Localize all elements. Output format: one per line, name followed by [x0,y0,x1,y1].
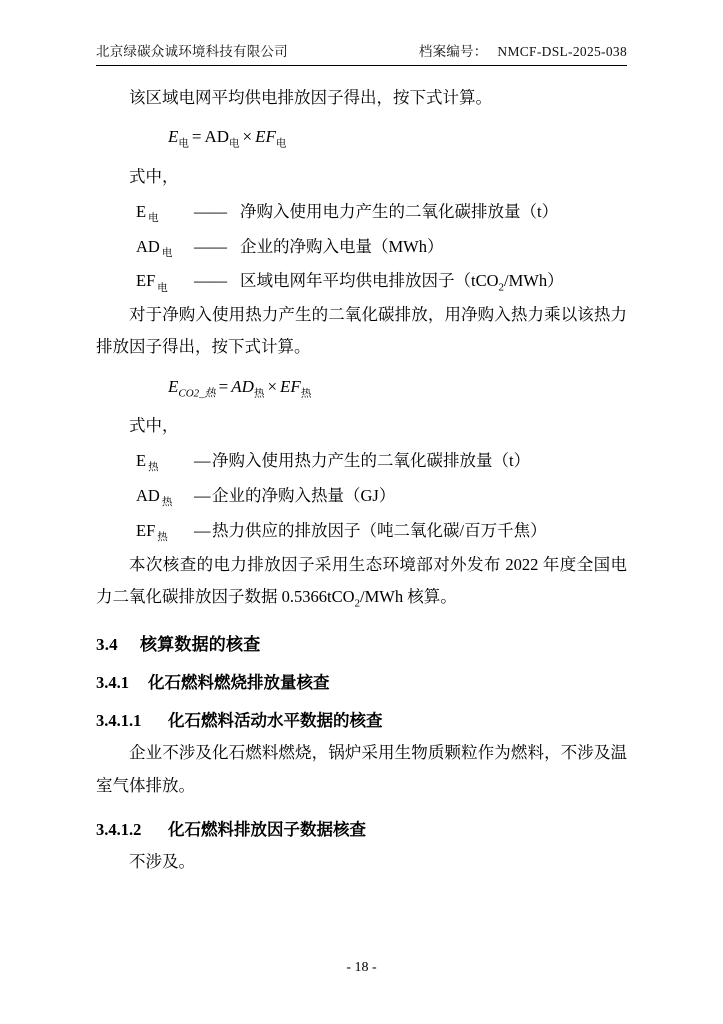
definition-text: 热力供应的排放因子（吨二氧化碳/百万千焦） [212,520,547,540]
definition-symbol: EF $_电$ [136,271,168,294]
definition-dash: —— [194,271,227,291]
formula2-eq: = [218,376,229,396]
definition-dash: — [194,520,211,540]
definition-symbol: AD $_电$ [136,236,173,259]
paragraph-heat-intro: 对于净购入使用热力产生的二氧化碳排放，用净购入热力乘以该热力排放因子得出，按下式计算。 [96,305,627,357]
definition-text: 净购入使用热力产生的二氧化碳排放量（t） [212,451,531,471]
definition-dash: — [194,451,211,471]
formula-electricity [96,120,627,154]
section-heading-3-4 [96,630,627,655]
page-content [96,40,627,880]
definition-symbol: AD $_热$ [136,485,173,509]
paragraph-3-4-1-2-body: 不涉及。 [129,851,195,871]
page-footer [0,960,723,976]
formula2-lhs-sub: CO2_热 [178,386,216,399]
page-number: - 18 - [346,960,377,975]
formula1-rhs2: EF [255,127,276,147]
formula1-rhs1: AD [204,127,230,147]
definition-dash: —— [194,236,227,256]
section-title: 化石燃料活动水平数据的核查 [168,711,383,731]
definition-row [96,264,627,299]
formula1-eq: = [191,127,202,147]
section-heading-3-4-1 [96,669,627,693]
formula2-times: × [267,376,278,396]
section-heading-3-4-1-2 [96,816,627,840]
section-title: 化石燃料燃烧排放量核查 [148,673,330,693]
definition-row [96,514,627,549]
definition-symbol: E $_热$ [136,451,159,474]
definition-row [96,479,627,514]
definition-symbol: E $_电$ [136,201,159,225]
definition-text: 企业的净购入电量（MWh） [240,236,444,256]
formula2-rhs1: AD [231,376,254,396]
formula2-rhs1-sub: 热 [253,387,265,399]
section-number: 3.4 [96,635,118,655]
definition-list-heat [96,444,627,548]
where-label-1: 式中， [129,166,179,186]
definition-text: 净购入使用电力产生的二氧化碳排放量（t） [240,201,559,221]
definition-row [96,444,627,479]
definition-dash: —— [194,201,227,221]
where-label-2: 式中， [129,415,179,435]
definition-row [96,230,627,265]
formula-heat [96,370,627,404]
formula1-lhs-sub: 电 [178,138,189,150]
definition-text: 企业的净购入热量（GJ） [212,485,396,505]
page-header [96,40,627,65]
section-title: 化石燃料排放因子数据核查 [168,819,366,839]
definition-row [96,195,627,230]
section-heading-3-4-1-1 [96,707,627,731]
formula2-lhs: E [168,376,179,396]
formula2-rhs2-sub: 热 [300,387,312,399]
header-archive [419,40,627,60]
formula1-lhs: E [168,127,179,147]
definition-text: 区域电网年平均供电排放因子（tCO$_2$/MWh） [240,271,564,294]
section-number: 3.4.1 [96,673,129,693]
header-divider [96,65,627,66]
section-number: 3.4.1.1 [96,711,142,731]
formula1-times: × [242,127,253,147]
definition-list-electricity [96,195,627,299]
formula1-rhs1-sub: 电 [229,138,240,150]
paragraph-emission-factor: 本次核查的电力排放因子采用生态环境部对外发布 2022 年度全国电力二氧化碳排放因子数据 0.5366tCO$_2$/MWh 核算。 [96,554,627,610]
definition-symbol: EF $_热$ [136,520,168,544]
definition-dash: — [194,485,211,505]
section-number: 3.4.1.2 [96,819,142,839]
formula2-rhs2: EF [280,376,301,396]
archive-code: NMCF-DSL-2025-038 [497,44,627,59]
formula1-rhs2-sub: 电 [275,138,287,150]
paragraph-electricity-intro: 该区域电网平均供电排放因子得出，按下式计算。 [129,88,492,107]
section-title: 核算数据的核查 [140,635,261,655]
paragraph-3-4-1-1-body: 企业不涉及化石燃料燃烧，锅炉采用生物质颗粒作为燃料，不涉及温室气体排放。 [96,743,627,795]
header-company: 北京绿碳众诚环境科技有限公司 [96,44,288,59]
archive-label: 档案编号： [418,44,488,59]
